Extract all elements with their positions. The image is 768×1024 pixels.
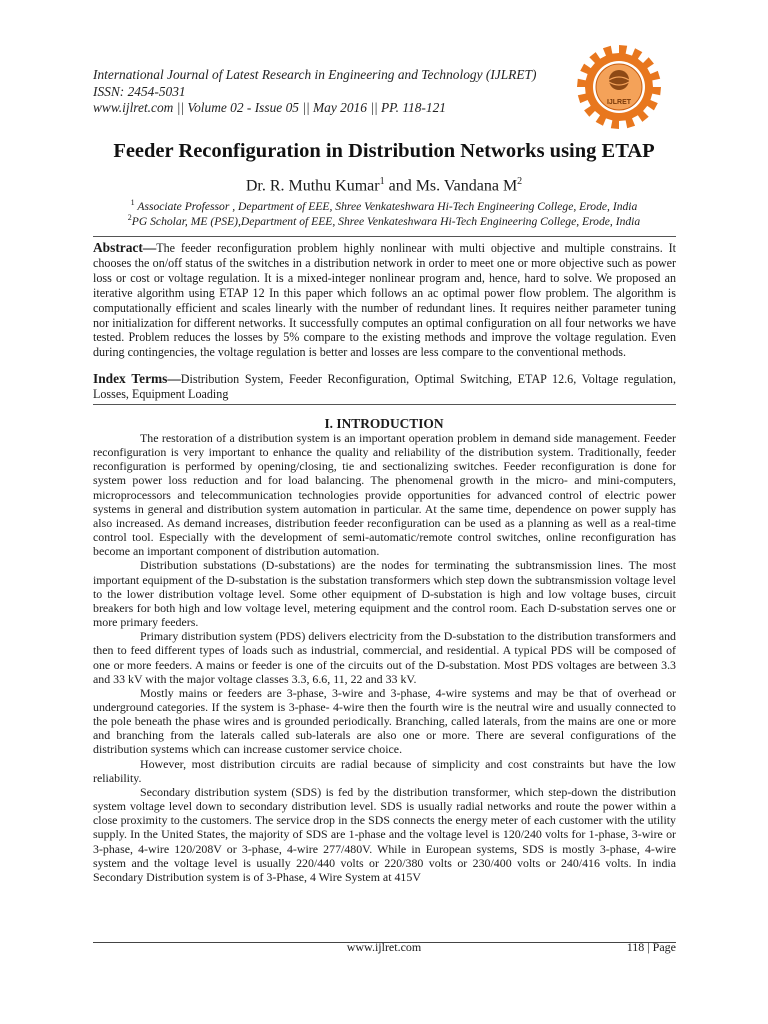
- paper-title: Feeder Reconfiguration in Distribution Networks using ETAP: [113, 140, 655, 162]
- divider: [93, 236, 676, 237]
- index-terms-label: Index Terms—: [93, 371, 181, 386]
- abstract-text: The feeder reconfiguration problem highly nonlinear with multi objective and multiple constrains. It chooses the on/off status of the switches in a distribution network in order to meet one or more objective such as power loss or cost or voltage regulation. It is a mixed-integer nonlinear program and, hence, hard to solve. We proposed an iterative algorithm using ETAP 12 In this paper which follows an ac optimal power flow problem. The algorithm is computationally efficient and scales linearly with the number of redundant lines. It requires neither parameter tuning nor initialization for different networks. It successfully computes an optimal configuration on all four networks we have tested. Problem reduces the losses by 5% compare to the existing methods and improve the voltage regulation. Even during contingencies, the voltage regulation is better and losses are less compare to the conventional methods.: [93, 241, 676, 360]
- index-terms-text: Distribution System, Feeder Reconfiguration, Optimal Switching, ETAP 12.6, Voltage regulation, Losses, Equipment Loading: [93, 372, 676, 401]
- divider: [93, 404, 676, 405]
- body-text: [93, 431, 676, 884]
- paragraph: Primary distribution system (PDS) delivers electricity from the D-substation to the distribution transformers and then to feed different types of loads such as industrial, commercial, and residential. A typical PDS will be composed of one or more feeders. A mains or feeder is one of the circuits out of the D-substation. Most PDS voltages are between 3.3 and 33 kV with the major voltage classes 3.3, 6.6, 11, 22 and 33 kV.: [93, 629, 676, 686]
- abstract-label: Abstract—: [93, 240, 157, 255]
- paragraph: Secondary distribution system (SDS) is fed by the distribution transformer, which step-down the distribution system voltage level down to secondary distribution level. SDS is usually radial networks and route the power within a close proximity to the customers. The service drop in the SDS connects the energy meter of each customer with the utility supply. In the United States, the majority of SDS are 1-phase and the voltage level is 120/240 volts for 1-phase, 3-wire or 3-phase, 4-wire 120/208V or 3-phase, 4-wire 277/480V. While in European systems, SDS is mostly 3-phase, 4-wire system and the voltage level is usually 220/440 volts or 220/380 volts or 230/400 volts or 240/416 volts. In india Secondary Distribution system is of 3-Phase, 4 Wire System at 415V: [93, 784, 676, 884]
- paragraph: However, most distribution circuits are radial because of simplicity and cost constraints but have the low reliability.: [93, 756, 676, 785]
- page-number: 118 | Page: [626, 940, 676, 954]
- author-2-sup: 2: [517, 176, 523, 187]
- affiliation-2-text: PG Scholar, ME (PSE),Department of EEE, Shree Venkateshwara Hi-Tech Engineering College, Erode, India: [131, 214, 641, 228]
- paragraph: Distribution substations (D-substations) are the nodes for terminating the subtransmission lines. The most important equipment of the D-substation is the substation transformers which step down the subtransmission voltage level to the lower distribution voltage level. Some other equipment of D-substation is high and low voltage buses, circuit breakers for both high and low voltage level, metering equipment and the control room. Each D-substation serves one or more primary feeders.: [93, 558, 676, 630]
- paragraph: The restoration of a distribution system is an important operation problem in demand side management. Feeder reconfiguration is very important to enhance the quality and reliability of the distribution system. Traditionally, feeder reconfiguration is performed by opening/closing, tie and sectionalizing switches. Feeder reconfiguration is done for system power loss reduction and for load balancing. The phenomenal growth in the micro- and mini-computers, microprocessors and telecommunication technologies provide opportunities for advanced control of electric power systems in general and distribution system automation in particular. At the same time, dependence on power supply has also increased. As demand increases, distribution feeder reconfiguration can be used as a planning as well as a real-time control tool. Especially with the development of semi-automatic/remote control switches, online reconfiguration has become an important component of distribution automation.: [93, 431, 676, 559]
- affiliation-2: [0, 213, 768, 228]
- journal-header: [93, 67, 573, 117]
- affiliation-2-sup: 2: [127, 213, 132, 222]
- logo-text: IJLRET: [606, 99, 632, 106]
- logo-globe-icon: [609, 70, 629, 90]
- paragraph: Mostly mains or feeders are 3-phase, 3-wire and 3-phase, 4-wire systems and may be that of overhead or underground categories. If the system is 3-phase- 4-wire then the fourth wire is the neutral wire and usually connected to the pole beneath the phase wires and is grounded periodically. Branching, called laterals, from the mains are one or more and branching from the laterals called sub-laterals are also one or more. There are several configurations of the distribution systems which can increase customer service choice.: [93, 685, 676, 757]
- author-2: and Ms. Vandana M: [384, 177, 518, 195]
- index-terms: [93, 372, 676, 402]
- abstract: [93, 241, 676, 360]
- authors: [0, 176, 768, 195]
- affiliation-1-sup: 1: [130, 198, 135, 207]
- footer-url: www.ijlret.com: [346, 940, 422, 954]
- affiliation-1-text: Associate Professor , Department of EEE, Shree Venkateshwara Hi-Tech Engineering College, Erode, India: [134, 199, 638, 213]
- journal-issn: ISSN: 2454-5031: [93, 83, 186, 99]
- affiliation-1: [0, 198, 768, 213]
- journal-details: www.ijlret.com || Volume 02 - Issue 05 || May 2016 || PP. 118-121: [93, 100, 446, 115]
- journal-name: International Journal of Latest Research in Engineering and Technology (IJLRET): [93, 67, 537, 82]
- author-1: Dr. R. Muthu Kumar: [245, 177, 380, 195]
- journal-logo: [576, 44, 662, 130]
- author-1-sup: 1: [379, 176, 385, 187]
- section-heading: I. INTRODUCTION: [324, 416, 444, 431]
